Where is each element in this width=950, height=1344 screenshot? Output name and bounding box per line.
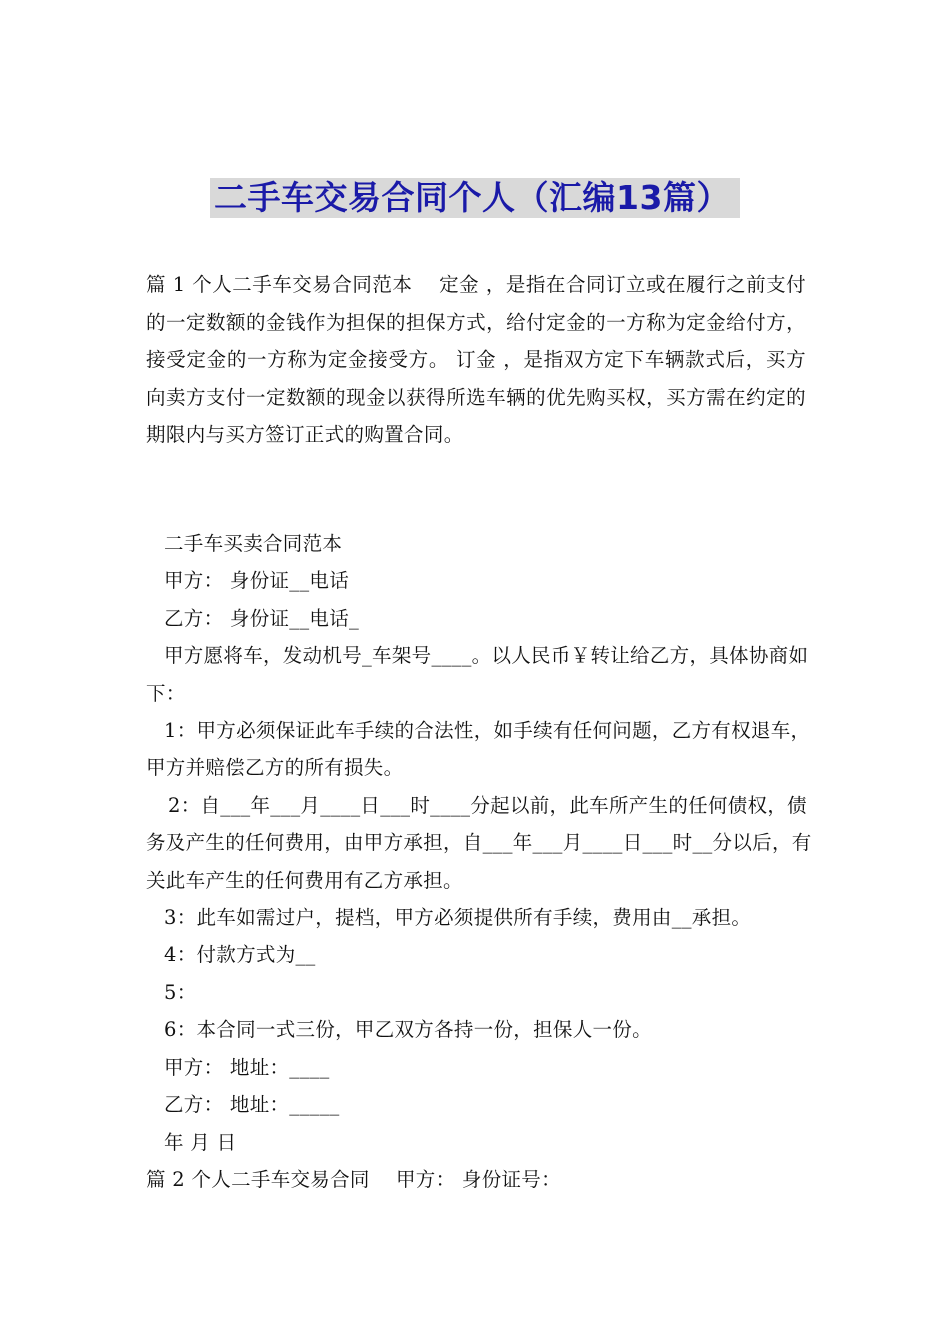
signature-party-a: 甲方： 地址：____ <box>164 1055 330 1079</box>
signature-party-b: 乙方： 地址：_____ <box>164 1093 340 1117</box>
document-title: 二手车交易合同个人（汇编13篇） <box>210 178 740 218</box>
contract-title: 二手车买卖合同范本 <box>164 532 343 555</box>
clause-1: 1：甲方必须保证此车手续的合法性，如手续有任何问题，乙方有权退车，甲方并赔偿乙方的所有损失。 <box>146 719 811 780</box>
clause-2: 2：自___年___月____日___时____分起以前，此车所产生的任何债权，债务及产生的任何费用，由甲方承担，自___年___月____日___时__分以后，有关此车产生的任何费用有乙方承担。 <box>146 793 812 892</box>
party-b-line: 乙方： 身份证__电话_ <box>164 606 360 630</box>
intro-paragraph: 篇 1 个人二手车交易合同范本 定金 ，是指在合同订立或在履行之前支付的一定数额的金钱作为担保的担保方式，给付定金的一方称为定金给付方，接受定金的一方称为定金接受方。 订金 ，是指双方定下车辆款式后，买方向卖方支付一定数额的现金以获得所选车辆的优先购买权，买方需在约定的期限内与买方签订正式的购置合同。 <box>146 273 806 447</box>
title-container <box>0 178 950 218</box>
clause-6: 6：本合同一式三份，甲乙双方各持一份，担保人一份。 <box>164 1018 652 1042</box>
section-2-heading: 篇 2 个人二手车交易合同 甲方： 身份证号： <box>146 1167 561 1191</box>
clause-3: 3：此车如需过户，提档，甲方必须提供所有手续，费用由__承担。 <box>164 906 752 930</box>
clause-5: 5： <box>164 980 197 1004</box>
date-line: 年 月 日 <box>164 1130 237 1154</box>
party-a-line: 甲方： 身份证__电话 <box>164 569 349 593</box>
contract-body <box>146 525 814 1198</box>
clause-4: 4：付款方式为__ <box>164 943 316 967</box>
clause-intro: 甲方愿将车，发动机号_车架号____。以人民币￥转让给乙方，具体协商如下： <box>146 644 809 705</box>
